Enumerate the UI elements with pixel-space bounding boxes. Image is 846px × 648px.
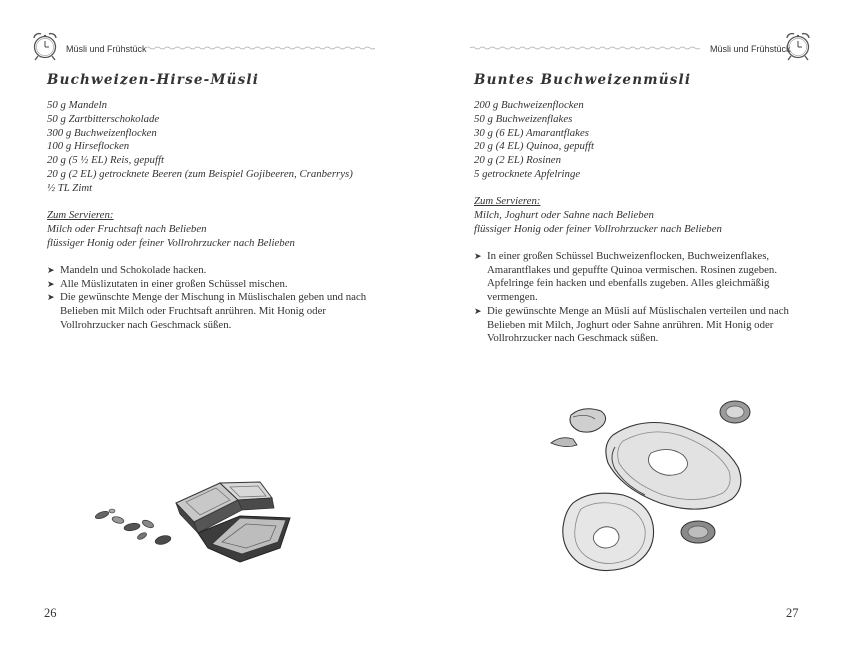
ingredient-item: 50 g Buchweizenflakes (474, 112, 573, 125)
recipe-title: Buchweizen-Hirse-Müsli (47, 72, 260, 88)
ingredient-item: 50 g Mandeln (47, 99, 107, 111)
arrowhead-bullet-icon: ➤ (474, 251, 482, 261)
ingredient-item: 100 g Hirseflocken (47, 140, 130, 153)
ingredient-item: 300 g Buchweizenflocken (47, 126, 157, 139)
instruction-step: ➤ In einer großen Schüssel Buchweizenflocken, Buchweizenflakes, Amarantflakes und gepuffte Quinoa vermischen. Rosinen zugeben. Apfelringe fein hacken und ebenfalls zugeben. Alles gleichmäßig vermengen. (474, 250, 778, 304)
serving-item: Milch oder Fruchtsaft nach Belieben (47, 222, 207, 235)
instructions-list (47, 264, 377, 333)
instructions-list (474, 250, 796, 346)
running-header-text: Müsli und Frühstück (710, 44, 791, 54)
serving-heading: Zum Servieren: (47, 209, 114, 221)
right-running-header (423, 30, 846, 66)
alarm-clock-icon (783, 30, 813, 62)
ingredient-item: 5 getrocknete Apfelringe (474, 167, 581, 180)
serving-heading: Zum Servieren: (474, 195, 541, 207)
left-running-header (0, 30, 423, 66)
running-header-text: Müsli und Frühstück (66, 44, 147, 54)
ingredients-list (47, 99, 353, 196)
recipe-title: Buntes Buchweizenmüsli (474, 72, 692, 88)
ingredient-item: 30 g (6 EL) Amarantflakes (474, 126, 589, 139)
alarm-clock-icon (30, 30, 60, 62)
serving-item: Milch, Joghurt oder Sahne nach Belieben (474, 208, 654, 221)
instruction-step: ➤ Alle Müslizutaten in einer großen Schüssel mischen. (47, 277, 288, 290)
serving-block (474, 195, 722, 236)
instruction-step: ➤ Mandeln und Schokolade hacken. (47, 264, 207, 276)
header-wave-line (470, 45, 702, 51)
ingredient-item: ½ TL Zimt (47, 181, 93, 194)
right-page (423, 0, 846, 648)
arrowhead-bullet-icon: ➤ (47, 265, 55, 275)
arrowhead-bullet-icon: ➤ (47, 278, 55, 289)
instruction-step: ➤ Die gewünschte Menge an Müsli auf Müslischalen verteilen und nach Belieben mit Milch, Joghurt oder Sahne anrühren. Mit Honig oder Vollrohrzucker nach Geschmack süßen. (474, 304, 789, 345)
ingredient-item: 20 g (2 EL) getrocknete Beeren (zum Beispiel Gojibeeren, Cranberrys) (47, 167, 353, 180)
arrowhead-bullet-icon: ➤ (47, 292, 55, 303)
ingredients-list (474, 99, 594, 182)
page-number: 27 (786, 606, 799, 620)
header-wave-line (145, 45, 375, 51)
arrowhead-bullet-icon: ➤ (474, 305, 482, 316)
serving-block (47, 209, 295, 250)
ingredient-item: 200 g Buchweizenflocken (474, 99, 584, 111)
serving-item: flüssiger Honig oder feiner Vollrohrzucker nach Belieben (474, 222, 722, 235)
ingredient-item: 20 g (4 EL) Quinoa, gepufft (474, 140, 594, 153)
serving-item: flüssiger Honig oder feiner Vollrohrzucker nach Belieben (47, 236, 295, 249)
ingredient-item: 50 g Zartbitterschokolade (47, 112, 160, 125)
page-number: 26 (44, 606, 57, 620)
dried-apple-illustration (543, 395, 773, 585)
ingredient-item: 20 g (2 EL) Rosinen (474, 154, 561, 167)
ingredient-item: 20 g (5 ½ EL) Reis, gepufft (47, 154, 164, 167)
chocolate-almond-illustration (90, 478, 310, 568)
instruction-step: ➤ Die gewünschte Menge der Mischung in Müslischalen geben und nach Belieben mit Milch oder Fruchtsaft anrühren. Mit Honig oder Vollrohrzucker nach Geschmack süßen. (47, 291, 367, 331)
